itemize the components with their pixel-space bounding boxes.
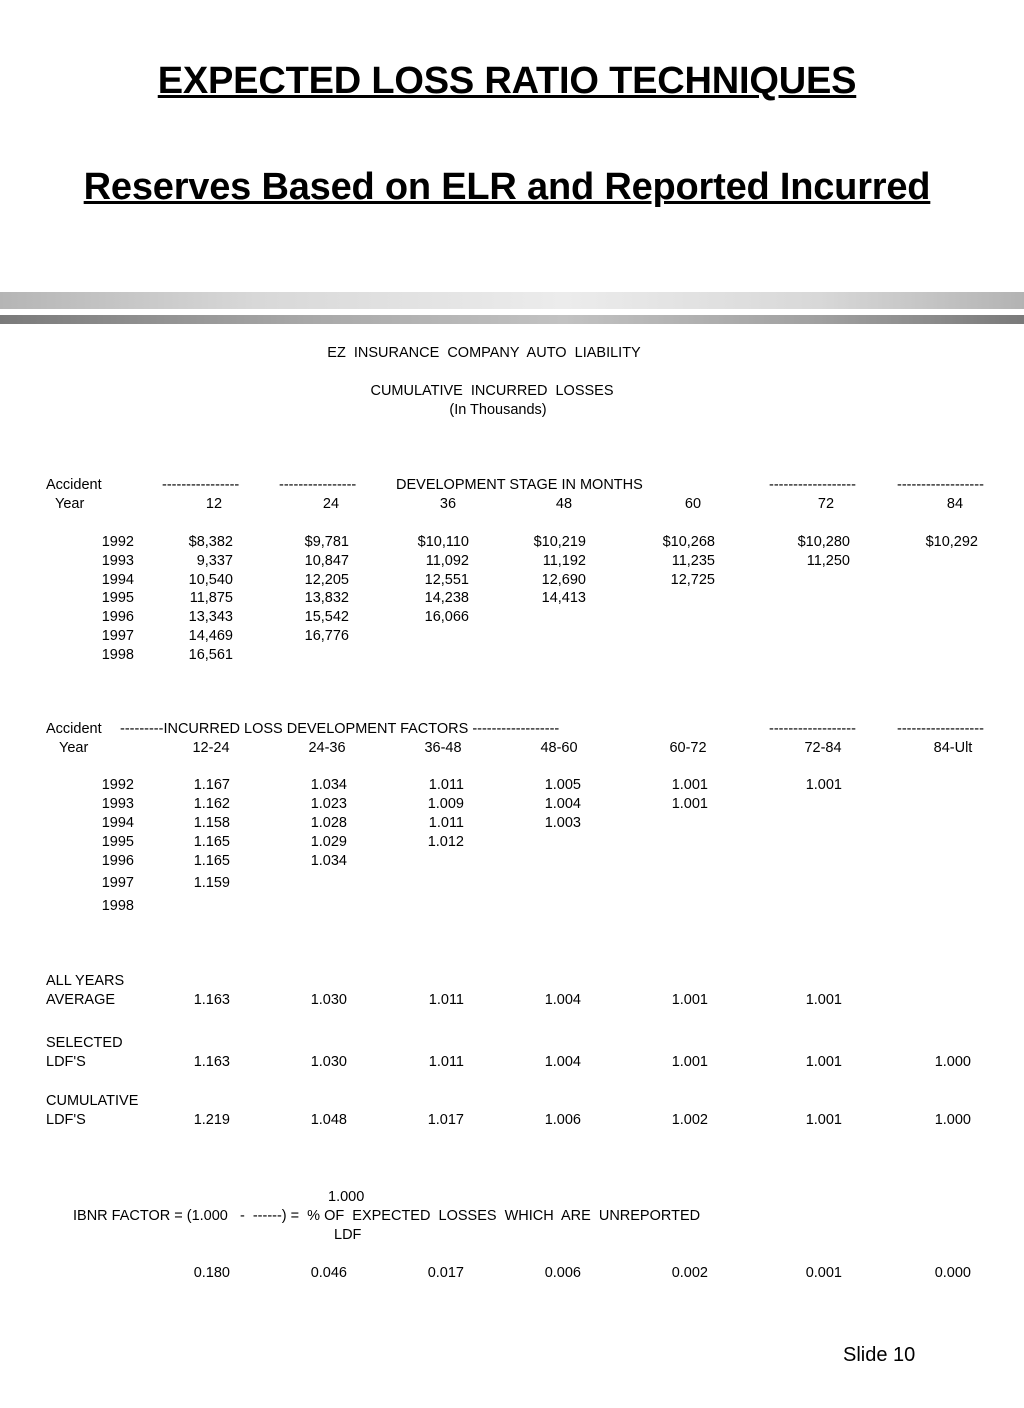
table1-value-cell: $10,292 bbox=[925, 534, 978, 550]
table1-header-dashes: ------------------ bbox=[769, 477, 856, 493]
all-years-average-cell: 1.001 bbox=[671, 992, 708, 1008]
selected-ldf-cell: 1.030 bbox=[310, 1054, 347, 1070]
selected-label: SELECTED bbox=[46, 1035, 123, 1051]
selected-ldf-cell: 1.163 bbox=[193, 1054, 230, 1070]
table1-value-cell: 9,337 bbox=[196, 552, 233, 569]
table2-header-dashes: ------------------ bbox=[769, 721, 856, 737]
table2-factor-cell: 1.034 bbox=[310, 853, 347, 869]
table1-column-header: 72 bbox=[817, 496, 835, 512]
cumulative-ldf-cell: 1.002 bbox=[671, 1112, 708, 1128]
table2-column-header: 36-48 bbox=[424, 740, 462, 756]
table1-value-cell: $10,268 bbox=[662, 534, 715, 550]
table1-header-dashes: ---------------- bbox=[279, 477, 357, 493]
table2-factor-cell: 1.167 bbox=[193, 777, 230, 793]
table2-year-cell: 1996 bbox=[101, 853, 134, 869]
table2-column-header: 12-24 bbox=[192, 740, 230, 756]
table2-year-cell: 1995 bbox=[101, 834, 134, 850]
table1-value-cell: $10,280 bbox=[797, 534, 850, 550]
table2-factor-cell: 1.023 bbox=[310, 796, 347, 812]
table1-value-cell: 12,690 bbox=[541, 571, 586, 588]
table1-value-cell: $9,781 bbox=[304, 534, 349, 550]
table2-factor-cell: 1.005 bbox=[544, 777, 581, 793]
all-years-label: ALL YEARS bbox=[46, 973, 125, 989]
table2-factor-cell: 1.034 bbox=[310, 777, 347, 793]
decorative-band-dark bbox=[0, 315, 1024, 324]
table1-development-label: DEVELOPMENT STAGE IN MONTHS bbox=[396, 477, 643, 493]
ibnr-factor-cell: 0.017 bbox=[427, 1265, 464, 1281]
selected-ldf-cell: 1.000 bbox=[934, 1054, 971, 1070]
table1-header-dashes: ---------------- bbox=[162, 477, 240, 493]
all-years-average-cell: 1.011 bbox=[428, 992, 464, 1008]
table1-column-header: 36 bbox=[439, 496, 457, 512]
table1-value-cell: 16,561 bbox=[188, 646, 233, 663]
table1-subtitle: (In Thousands) bbox=[449, 402, 547, 418]
ibnr-factor-cell: 0.001 bbox=[805, 1265, 842, 1281]
all-years-label: AVERAGE bbox=[46, 992, 116, 1008]
table1-value-cell: 14,413 bbox=[541, 590, 586, 607]
ibnr-factor-cell: 0.000 bbox=[934, 1265, 971, 1281]
table2-factor-cell: 1.165 bbox=[193, 834, 230, 850]
cumulative-ldf-cell: 1.000 bbox=[934, 1112, 971, 1128]
table1-year-cell: 1992 bbox=[101, 534, 134, 550]
table2-factor-cell: 1.158 bbox=[193, 815, 230, 831]
company-name: EZ INSURANCE COMPANY AUTO LIABILITY bbox=[327, 345, 641, 361]
table1-year-cell: 1993 bbox=[101, 552, 134, 569]
table2-factor-cell: 1.001 bbox=[671, 777, 708, 793]
table1-column-header: 12 bbox=[205, 496, 223, 512]
cumulative-ldf-cell: 1.006 bbox=[544, 1112, 581, 1128]
cumulative-ldf-cell: 1.001 bbox=[805, 1112, 842, 1128]
decorative-band-light bbox=[0, 292, 1024, 309]
cumulative-ldf-cell: 1.017 bbox=[427, 1112, 464, 1128]
table1-header-accident: Accident bbox=[46, 477, 102, 493]
table2-factor-cell: 1.009 bbox=[427, 796, 464, 812]
table1-value-cell: 11,192 bbox=[542, 552, 586, 569]
table1-value-cell: 11,235 bbox=[671, 552, 715, 569]
table1-value-cell: $10,110 bbox=[417, 534, 469, 550]
table1-year-cell: 1996 bbox=[101, 609, 134, 626]
table2-factor-cell: 1.001 bbox=[805, 777, 842, 793]
table2-column-header: 48-60 bbox=[540, 740, 578, 756]
ibnr-formula: IBNR FACTOR = (1.000 - ------) = % OF EXPECTED LOSSES WHICH ARE UNREPORTED bbox=[73, 1208, 701, 1224]
table1-year-cell: 1994 bbox=[101, 571, 134, 588]
table1-value-cell: 14,469 bbox=[188, 628, 233, 644]
selected-ldf-cell: 1.001 bbox=[805, 1054, 842, 1070]
table2-factor-cell: 1.029 bbox=[310, 834, 347, 850]
table2-factor-cell: 1.012 bbox=[427, 834, 464, 850]
slide-number: Slide 10 bbox=[843, 1344, 916, 1366]
table1-value-cell: 16,066 bbox=[424, 609, 469, 626]
ibnr-factor-cell: 0.046 bbox=[310, 1265, 347, 1281]
table2-year-cell: 1993 bbox=[101, 796, 134, 812]
table2-year-cell: 1998 bbox=[101, 898, 134, 914]
table2-factor-cell: 1.028 bbox=[310, 815, 347, 831]
table1-value-cell: $10,219 bbox=[533, 534, 586, 550]
table1-value-cell: 10,540 bbox=[188, 571, 233, 588]
slide-subtitle: Reserves Based on ELR and Reported Incurred bbox=[83, 166, 931, 208]
table2-factor-cell: 1.001 bbox=[671, 796, 708, 812]
table1-header-dashes: ------------------ bbox=[897, 477, 984, 493]
ibnr-factor-cell: 0.006 bbox=[544, 1265, 581, 1281]
table1-value-cell: 10,847 bbox=[304, 552, 349, 569]
table2-factor-cell: 1.004 bbox=[544, 796, 581, 812]
table1-column-header: 24 bbox=[322, 496, 340, 512]
table2-factor-cell: 1.011 bbox=[428, 815, 464, 831]
table1-value-cell: 11,875 bbox=[189, 590, 233, 607]
ibnr-factor-cell: 0.180 bbox=[193, 1265, 230, 1281]
table1-value-cell: 12,551 bbox=[424, 571, 469, 588]
table2-header-label: ---------INCURRED LOSS DEVELOPMENT FACTORS ------------------ bbox=[120, 721, 560, 737]
selected-ldf-cell: 1.004 bbox=[544, 1054, 581, 1070]
selected-ldf-cell: 1.001 bbox=[671, 1054, 708, 1070]
ibnr-numerator: 1.000 bbox=[328, 1189, 365, 1205]
table1-year-cell: 1995 bbox=[101, 590, 134, 607]
table1-value-cell: 12,205 bbox=[304, 571, 349, 588]
table2-factor-cell: 1.165 bbox=[193, 853, 230, 869]
all-years-average-cell: 1.001 bbox=[805, 992, 842, 1008]
cumulative-ldf-cell: 1.219 bbox=[193, 1112, 230, 1128]
ibnr-denominator: LDF bbox=[334, 1227, 362, 1243]
table1-value-cell: 13,343 bbox=[188, 609, 233, 626]
table1-value-cell: 11,250 bbox=[806, 552, 850, 569]
all-years-average-cell: 1.163 bbox=[193, 992, 230, 1008]
table1-column-header: 60 bbox=[684, 496, 702, 512]
table2-year-cell: 1997 bbox=[101, 875, 134, 891]
table1-value-cell: 11,092 bbox=[425, 552, 469, 569]
table2-factor-cell: 1.011 bbox=[428, 777, 464, 793]
table2-column-header: 24-36 bbox=[308, 740, 346, 756]
table2-column-header: 72-84 bbox=[804, 740, 842, 756]
cumulative-label: LDF'S bbox=[46, 1112, 86, 1128]
slide-title: EXPECTED LOSS RATIO TECHNIQUES bbox=[157, 60, 857, 102]
table2-factor-cell: 1.003 bbox=[544, 815, 581, 831]
table2-column-header: 84-Ult bbox=[933, 740, 973, 756]
table2-year-cell: 1992 bbox=[101, 777, 134, 793]
table1-value-cell: $8,382 bbox=[188, 534, 233, 550]
table1-year-cell: 1998 bbox=[101, 646, 134, 663]
table1-header-year: Year bbox=[55, 496, 85, 512]
cumulative-ldf-cell: 1.048 bbox=[310, 1112, 347, 1128]
all-years-average-cell: 1.004 bbox=[544, 992, 581, 1008]
table2-factor-cell: 1.162 bbox=[193, 796, 230, 812]
table2-year-cell: 1994 bbox=[101, 815, 134, 831]
selected-label: LDF'S bbox=[46, 1054, 86, 1070]
all-years-average-cell: 1.030 bbox=[310, 992, 347, 1008]
table1-value-cell: 15,542 bbox=[304, 609, 349, 626]
ibnr-factor-cell: 0.002 bbox=[671, 1265, 708, 1281]
table1-column-header: 84 bbox=[946, 496, 964, 512]
table2-column-header: 60-72 bbox=[669, 740, 707, 756]
table1-value-cell: 13,832 bbox=[304, 590, 349, 607]
table2-header-year: Year bbox=[59, 740, 89, 756]
table1-value-cell: 12,725 bbox=[670, 571, 715, 588]
table1-title: CUMULATIVE INCURRED LOSSES bbox=[370, 383, 614, 399]
table1-value-cell: 16,776 bbox=[304, 628, 349, 644]
cumulative-label: CUMULATIVE bbox=[46, 1093, 139, 1109]
table2-factor-cell: 1.159 bbox=[193, 875, 230, 891]
table1-column-header: 48 bbox=[555, 496, 573, 512]
selected-ldf-cell: 1.011 bbox=[428, 1054, 464, 1070]
table1-year-cell: 1997 bbox=[101, 628, 134, 644]
table1-value-cell: 14,238 bbox=[424, 590, 469, 607]
table2-header-accident: Accident bbox=[46, 721, 102, 737]
table2-header-dashes: ------------------ bbox=[897, 721, 984, 737]
